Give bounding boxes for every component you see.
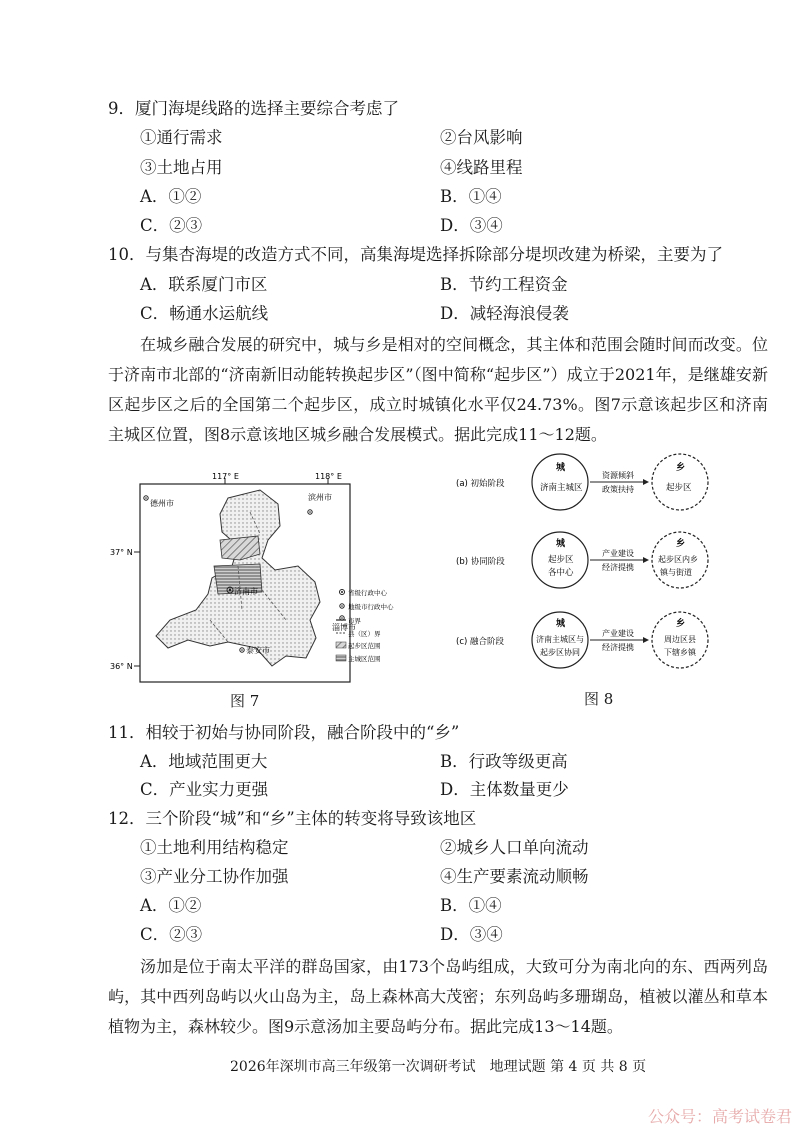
stage-c-rural-body-1: 周边区县: [664, 635, 696, 644]
q12-item-4: ④生产要素流动顺畅: [440, 867, 589, 886]
q9-option-c: C．②③: [140, 216, 203, 235]
stage-a-city-title: 城: [556, 463, 566, 473]
city-dezhou: 德州市: [150, 499, 174, 508]
lon-label-117: 117° E: [212, 472, 239, 481]
figure-8-caption: 图 8: [584, 690, 614, 708]
legend-city-border: 市界: [348, 617, 361, 625]
stage-b-label: (b) 协同阶段: [456, 557, 505, 567]
q11-option-d: D．主体数量更少: [440, 780, 569, 799]
q12-item-1: ①土地利用结构稳定: [140, 838, 289, 857]
stage-c-city-body-2: 起步区协同: [540, 648, 580, 657]
q12-option-d: D．③④: [440, 925, 503, 944]
figure-7-caption: 图 7: [230, 692, 260, 710]
passage-11-12: 在城乡融合发展的研究中，城与乡是相对的空间概念，其主体和范围会随时间而改变。位于济南市北部的“济南新旧动能转换起步区”（图中简称“起步区”）成立于2021年，是继雄安新区起步区之后的全国第二个起步区，成立时城镇化水平仅24.73%。图7示意该起步区和济南主城区位置，图8示意该地区城乡融合发展模式。据此完成11～12题。: [108, 335, 768, 444]
stage-c-city-body: 济南主城区与: [536, 635, 584, 644]
legend-main-urban: 主城区范围: [348, 655, 381, 663]
figure-8-diagram: [452, 452, 742, 680]
q11-option-a: A．地域范围更大: [140, 752, 268, 771]
q10-option-d: D．减轻海浪侵袭: [440, 304, 569, 323]
q11-option-b: B．行政等级更高: [440, 752, 568, 771]
legend-provincial-center: 省级行政中心: [348, 589, 387, 597]
diagram-svg: [452, 452, 742, 680]
q12-option-a: A．①②: [140, 896, 202, 915]
q12-stem: 12．三个阶段“城”和“乡”主体的转变将导致该地区: [108, 809, 477, 828]
stage-b-arrow-text-2: 经济提携: [602, 563, 634, 572]
stage-b-city-title: 城: [556, 539, 566, 549]
stage-c-rural-body-2: 下辖乡镇: [664, 648, 696, 657]
lat-label-36: 36° N: [110, 662, 133, 671]
q12-item-2: ②城乡人口单向流动: [440, 838, 589, 857]
legend-qibuqu: 起步区范围: [348, 642, 381, 650]
lon-label-118: 118° E: [315, 472, 342, 481]
stage-c-rural-title: 乡: [676, 619, 686, 629]
map-svg: [110, 470, 394, 685]
q9-option-d: D．③④: [440, 216, 503, 235]
city-binzhou: 滨州市: [308, 493, 332, 502]
q11-stem: 11．相较于初始与协同阶段，融合阶段中的“乡”: [108, 723, 460, 742]
q11-option-c: C．产业实力更强: [140, 780, 269, 799]
lat-label-37: 37° N: [110, 548, 133, 557]
q10-option-c: C．畅通水运航线: [140, 304, 269, 323]
stage-b-city-body-2: 各中心: [548, 568, 574, 578]
stage-c-arrow-text-2: 经济提携: [602, 643, 634, 652]
legend-prefecture-center: 地级市行政中心: [348, 603, 394, 611]
q10-stem: 10．与集杏海堤的改造方式不同，高集海堤选择拆除部分堤坝改建为桥梁，主要为了: [108, 245, 723, 264]
stage-c-city-title: 城: [556, 619, 566, 629]
stage-b-rural-body-1: 起步区内乡: [658, 555, 698, 564]
stage-a-label: (a) 初始阶段: [456, 479, 505, 489]
q9-item-2: ②台风影响: [440, 128, 523, 147]
q9-item-4: ④线路里程: [440, 158, 523, 177]
q9-item-3: ③土地占用: [140, 158, 223, 177]
stage-c-arrow-text-1: 产业建设: [602, 629, 634, 638]
stage-a-city-body: 济南主城区: [540, 483, 583, 493]
passage-13-14: 汤加是位于南太平洋的群岛国家，由173个岛屿组成，大致可分为南北向的东、西两列岛屿，其中西列岛屿以火山岛为主，岛上森林高大茂密；东列岛屿多珊瑚岛，植被以灌丛和草本植物为主，森林较少。图9示意汤加主要岛屿分布。据此完成13～14题。: [108, 957, 768, 1036]
q9-stem: 9．厦门海堤线路的选择主要综合考虑了: [108, 99, 399, 118]
q12-option-c: C．②③: [140, 925, 203, 944]
q12-option-b: B．①④: [440, 896, 502, 915]
city-taian: 泰安市: [246, 646, 270, 655]
watermark: 公众号：高考试卷君: [647, 1107, 792, 1126]
figure-7-map: [110, 470, 394, 685]
legend-county-border: 县（区）界: [348, 630, 381, 638]
stage-a-rural-title: 乡: [676, 463, 686, 473]
q9-option-a: A．①②: [140, 187, 202, 206]
stage-b-rural-title: 乡: [676, 539, 686, 549]
q10-option-a: A．联系厦门市区: [140, 275, 268, 294]
stage-b-city-body: 起步区: [548, 555, 574, 565]
city-jinan: 济南市: [234, 587, 258, 596]
q12-item-3: ③产业分工协作加强: [140, 867, 289, 886]
q10-option-b: B．节约工程资金: [440, 275, 568, 294]
q9-item-1: ①通行需求: [140, 128, 223, 147]
stage-b-arrow-text-1: 产业建设: [602, 549, 634, 558]
city-zibo: 淄博市: [332, 623, 356, 632]
stage-a-arrow-text-1: 资源倾斜: [602, 471, 634, 480]
page-footer: 2026年深圳市高三年级第一次调研考试 地理试题 第 4 页 共 8 页: [230, 1059, 647, 1075]
stage-a-arrow-text-2: 政策扶持: [602, 485, 634, 494]
stage-b-rural-body-2: 镇与街道: [660, 568, 692, 577]
stage-a-rural-body: 起步区: [666, 483, 692, 493]
stage-c-label: (c) 融合阶段: [456, 637, 505, 647]
q9-option-b: B．①④: [440, 187, 502, 206]
